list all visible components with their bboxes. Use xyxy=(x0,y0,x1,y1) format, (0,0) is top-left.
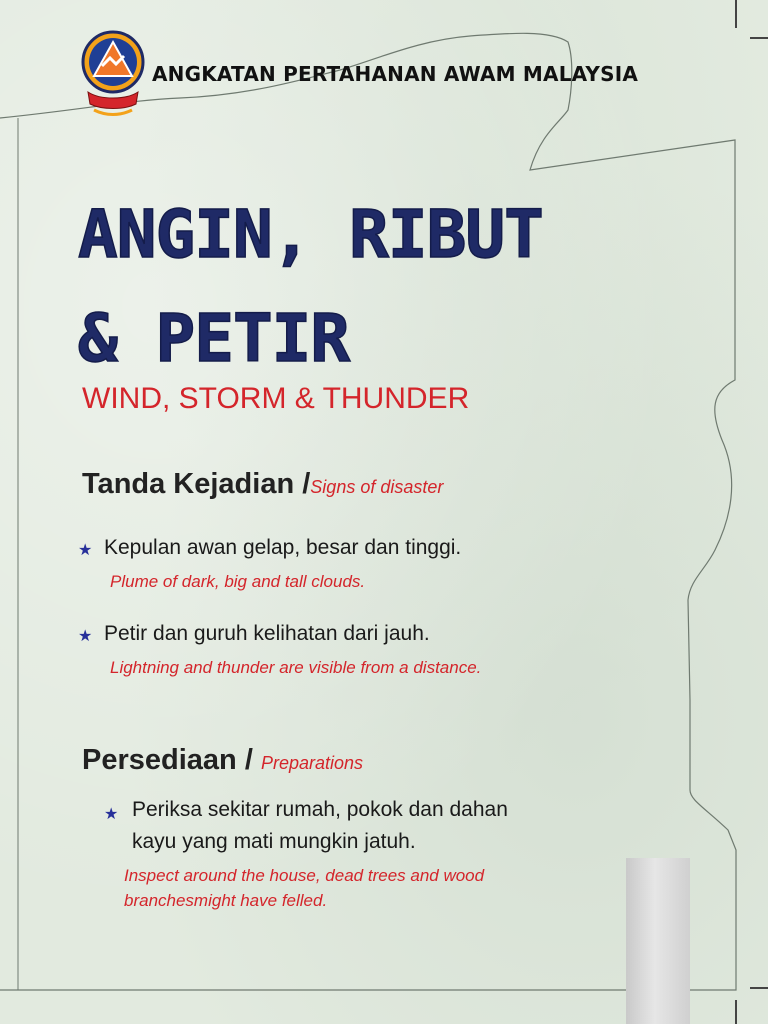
list-item-translation: Plume of dark, big and tall clouds. xyxy=(110,572,366,591)
section-heading-english: Signs of disaster xyxy=(310,477,444,497)
list-item: Kepulan awan gelap, besar dan tinggi. xyxy=(104,536,462,559)
section-heading-preparations xyxy=(82,744,363,777)
civil-defence-emblem-icon xyxy=(80,28,146,118)
organization-name: ANGKATAN PERTAHANAN AWAM MALAYSIA xyxy=(152,62,639,86)
section-heading-english: Preparations xyxy=(260,753,363,773)
star-icon: ★ xyxy=(78,542,93,559)
section-heading-signs xyxy=(82,468,443,501)
star-icon: ★ xyxy=(104,806,119,823)
page-subtitle: WIND, STORM & THUNDER xyxy=(82,382,470,415)
list-item-line-2: kayu yang mati mungkin jatuh. xyxy=(132,830,416,853)
list-item-translation-line-1: Inspect around the house, dead trees and wood xyxy=(124,866,485,885)
list-item-line-1: Periksa sekitar rumah, pokok dan dahan xyxy=(132,798,508,821)
page-title-line-2: & PETIR xyxy=(78,300,350,377)
section-heading-text: Persediaan / xyxy=(82,744,261,776)
list-item-translation: Lightning and thunder are visible from a distance. xyxy=(110,658,482,677)
scroll-handle[interactable] xyxy=(626,858,690,1024)
list-item: Petir dan guruh kelihatan dari jauh. xyxy=(104,622,430,645)
section-heading-text: Tanda Kejadian / xyxy=(82,468,311,500)
page-title-line-1: ANGIN, RIBUT xyxy=(78,196,543,273)
star-icon: ★ xyxy=(78,628,93,645)
list-item-translation-line-2: branchesmight have felled. xyxy=(124,891,328,910)
